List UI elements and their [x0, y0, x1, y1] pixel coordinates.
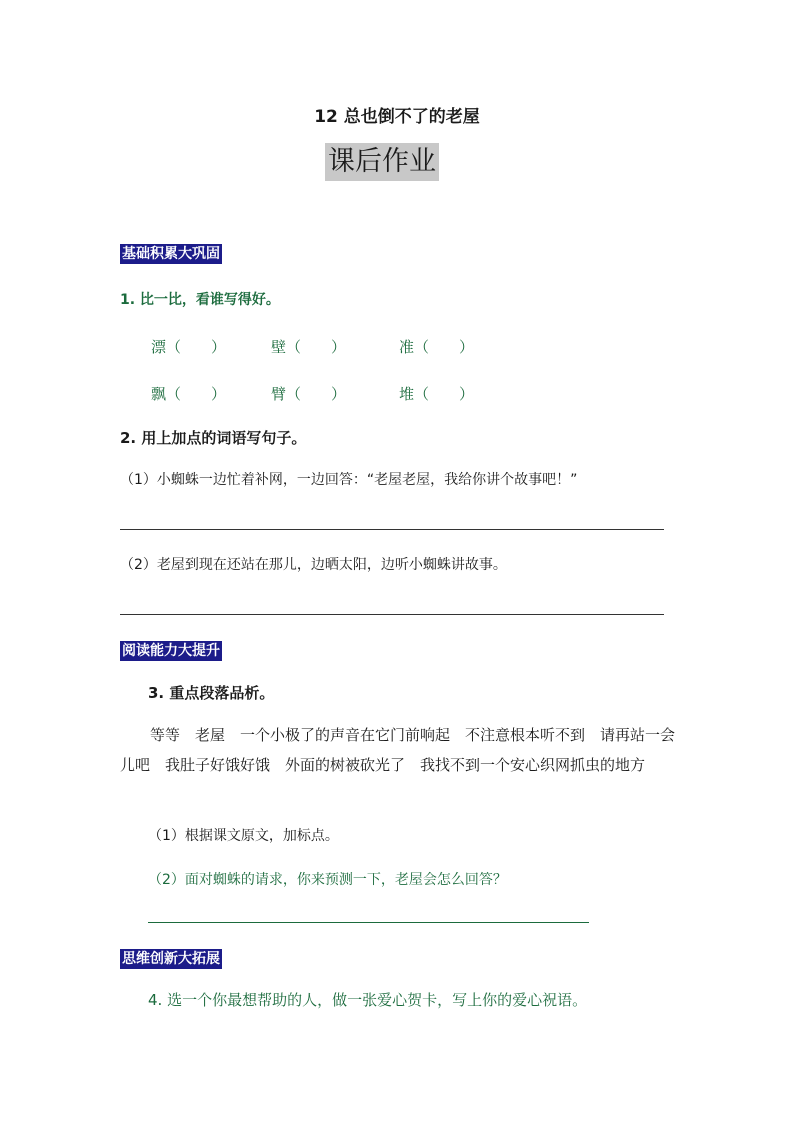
- section-heading-basic: 基础积累大巩固: [122, 246, 220, 262]
- section-heading-creative: 思维创新大拓展: [122, 951, 220, 967]
- question-2-title: 2. 用上加点的词语写句子。: [120, 429, 307, 447]
- reading-passage: [120, 720, 676, 780]
- q3-item-2: （2）面对蜘蛛的请求，你来预测一下，老屋会怎么回答？: [148, 872, 507, 888]
- q1-cell: 漂（ ）: [151, 338, 227, 356]
- page-subtitle: 课后作业: [325, 143, 439, 181]
- q3-item-1: （1）根据课文原文，加标点。: [148, 828, 339, 844]
- q1-cell: 臂（ ）: [271, 385, 347, 403]
- question-1-title: 1. 比一比，看谁写得好。: [120, 292, 280, 308]
- question-4-title: 4. 选一个你最想帮助的人，做一张爱心贺卡，写上你的爱心祝语。: [148, 991, 588, 1009]
- section-heading-reading: 阅读能力大提升: [122, 643, 220, 659]
- q1-cell: 壁（ ）: [271, 338, 347, 356]
- q2-item-1: （1）小蜘蛛一边忙着补网，一边回答：“老屋老屋，我给你讲个故事吧！”: [120, 472, 578, 488]
- question-3-title: 3. 重点段落品析。: [148, 684, 275, 702]
- q1-cell: 准（ ）: [399, 338, 475, 356]
- page-title: 12 总也倒不了的老屋: [314, 107, 480, 127]
- answer-line[interactable]: [120, 529, 664, 530]
- q1-cell: 飘（ ）: [151, 385, 227, 403]
- answer-line[interactable]: [148, 922, 589, 923]
- passage-text: 等等 老屋 一个小极了的声音在它门前响起 不注意根本听不到 请再站一会儿吧 我肚子好饿好饿 外面的树被砍光了 我找不到一个安心织网抓虫的地方: [120, 726, 676, 774]
- q2-item-2: （2）老屋到现在还站在那儿，边晒太阳，边听小蜘蛛讲故事。: [120, 557, 507, 573]
- q1-cell: 堆（ ）: [399, 385, 475, 403]
- answer-line[interactable]: [120, 614, 664, 615]
